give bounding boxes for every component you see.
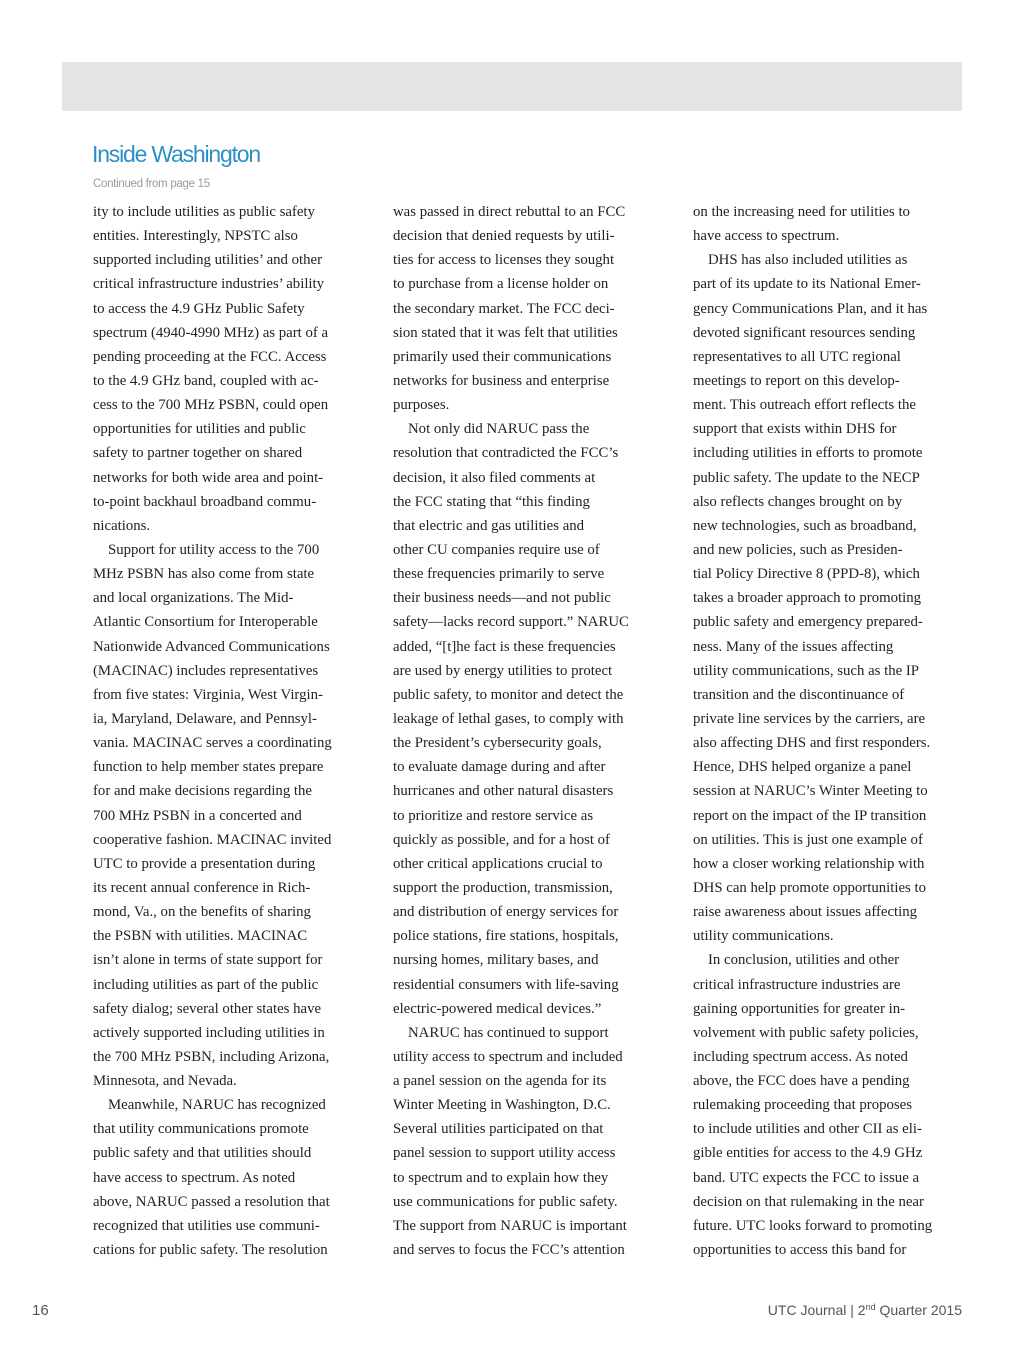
text-line: meetings to report on this develop- bbox=[693, 372, 900, 389]
text-line: also affecting DHS and first responders. bbox=[693, 735, 931, 752]
text-line: ties for access to licenses they sought bbox=[393, 252, 615, 269]
text-line: pending proceeding at the FCC. Access bbox=[93, 348, 327, 365]
page-number: 16 bbox=[32, 1302, 49, 1319]
text-line: to spectrum and to explain how they bbox=[393, 1169, 609, 1186]
text-line: supported including utilities’ and other bbox=[93, 252, 323, 269]
text-line: 700 MHz PSBN in a concerted and bbox=[93, 807, 302, 824]
text-line: ness. Many of the issues affecting bbox=[693, 638, 894, 655]
text-line: that utility communications promote bbox=[93, 1121, 309, 1138]
text-line: also reflects changes brought on by bbox=[693, 493, 903, 510]
text-line: leakage of lethal gases, to comply with bbox=[393, 710, 624, 727]
text-line: to evaluate damage during and after bbox=[393, 759, 606, 776]
text-line: decision that denied requests by utili- bbox=[393, 228, 615, 245]
text-line: opportunities to access this band for bbox=[693, 1242, 907, 1259]
text-line: In conclusion, utilities and other bbox=[708, 952, 900, 969]
text-line: on the increasing need for utilities to bbox=[693, 204, 910, 220]
text-line: Hence, DHS helped organize a panel bbox=[693, 759, 912, 776]
text-line: report on the impact of the IP transition bbox=[693, 807, 927, 824]
text-line: utility access to spectrum and included bbox=[393, 1048, 623, 1065]
text-line: police stations, fire stations, hospitals, bbox=[393, 928, 619, 945]
text-line: for and make decisions regarding the bbox=[93, 783, 312, 800]
text-line: the PSBN with utilities. MACINAC bbox=[93, 928, 308, 945]
article-column-2 bbox=[393, 200, 665, 1262]
text-line: from five states: Virginia, West Virgin- bbox=[93, 686, 323, 703]
text-line: gency Communications Plan, and it has bbox=[693, 300, 928, 317]
text-line: takes a broader approach to promoting bbox=[693, 590, 922, 607]
quarter-number: 2 bbox=[857, 1302, 866, 1318]
text-line: primarily used their communications bbox=[393, 348, 612, 365]
text-line: ment. This outreach effort reflects the bbox=[693, 397, 916, 414]
text-line: cations for public safety. The resolution bbox=[93, 1242, 328, 1259]
journal-name: UTC Journal bbox=[767, 1302, 847, 1318]
text-line: support the production, transmission, bbox=[393, 879, 613, 896]
text-line: function to help member states prepare bbox=[93, 759, 324, 776]
text-line: sion stated that it was felt that utilities bbox=[393, 324, 618, 341]
text-line: recognized that utilities use communi- bbox=[93, 1217, 320, 1234]
text-line: mond, Va., on the benefits of sharing bbox=[93, 904, 311, 921]
text-line: tial Policy Directive 8 (PPD-8), which bbox=[693, 566, 920, 583]
text-line: including spectrum access. As noted bbox=[693, 1048, 908, 1065]
text-line: nications. bbox=[93, 517, 151, 534]
section-title: Inside Washington bbox=[92, 141, 260, 167]
text-line: critical infrastructure industries’ ability bbox=[93, 276, 325, 293]
text-line: purposes. bbox=[393, 397, 450, 414]
text-line: Meanwhile, NARUC has recognized bbox=[108, 1097, 326, 1114]
text-line: nursing homes, military bases, and bbox=[393, 952, 599, 969]
journal-issue bbox=[768, 1302, 962, 1318]
text-line: decision, it also filed comments at bbox=[393, 469, 596, 486]
text-line: entities. Interestingly, NPSTC also bbox=[93, 228, 298, 245]
text-line: the FCC stating that “this finding bbox=[393, 493, 590, 510]
text-line: public safety and that utilities should bbox=[93, 1145, 312, 1162]
text-line: and distribution of energy services for bbox=[393, 904, 619, 921]
text-line: critical infrastructure industries are bbox=[693, 976, 901, 993]
text-line: have access to spectrum. bbox=[693, 228, 840, 245]
text-line: networks for business and enterprise bbox=[393, 372, 610, 389]
text-line: and new policies, such as Presiden- bbox=[693, 541, 903, 558]
text-line: hurricanes and other natural disasters bbox=[393, 783, 614, 800]
text-line: band. UTC expects the FCC to issue a bbox=[693, 1169, 920, 1186]
text-line: ia, Maryland, Delaware, and Pennsyl- bbox=[93, 710, 317, 727]
continued-note: Continued from page 15 bbox=[93, 178, 210, 190]
text-line: to-point backhaul broadband commu- bbox=[93, 493, 317, 510]
text-line: safety—lacks record support.” NARUC bbox=[393, 614, 629, 631]
text-line: including utilities as part of the public bbox=[93, 976, 319, 993]
text-line: residential consumers with life-saving bbox=[393, 976, 619, 993]
text-line: The support from NARUC is important bbox=[393, 1217, 627, 1234]
text-line: transition and the discontinuance of bbox=[693, 686, 905, 703]
text-line: other CU companies require use of bbox=[393, 541, 600, 558]
text-line: safety dialog; several other states have bbox=[93, 1000, 322, 1017]
text-line: decision on that rulemaking in the near bbox=[693, 1193, 924, 1210]
quarter-suffix: nd bbox=[865, 1302, 876, 1312]
text-line: the President’s cybersecurity goals, bbox=[393, 735, 602, 752]
text-line: vania. MACINAC serves a coordinating bbox=[93, 735, 332, 752]
text-line: rulemaking proceeding that proposes bbox=[693, 1097, 913, 1114]
text-line: Winter Meeting in Washington, D.C. bbox=[393, 1097, 611, 1114]
text-line: above, the FCC does have a pending bbox=[693, 1073, 910, 1090]
text-line: isn’t alone in terms of state support for bbox=[93, 952, 323, 969]
text-line: private line services by the carriers, are bbox=[693, 710, 926, 727]
text-line: and local organizations. The Mid- bbox=[93, 590, 294, 607]
text-line: utility communications, such as the IP bbox=[693, 662, 920, 679]
text-line: volvement with public safety policies, bbox=[693, 1024, 919, 1041]
text-line: resolution that contradicted the FCC’s bbox=[393, 445, 619, 462]
page-footer bbox=[0, 1302, 1024, 1326]
text-line: are used by energy utilities to protect bbox=[393, 662, 613, 679]
text-line: including utilities in efforts to promote bbox=[693, 445, 923, 462]
text-line: public safety and emergency prepared- bbox=[693, 614, 923, 631]
text-line: session at NARUC’s Winter Meeting to bbox=[693, 783, 928, 800]
article-column-1 bbox=[93, 200, 365, 1262]
text-line: on utilities. This is just one example of bbox=[693, 831, 923, 848]
text-line: raise awareness about issues affecting bbox=[693, 904, 918, 921]
text-line: UTC to provide a presentation during bbox=[93, 855, 316, 872]
text-line: use communications for public safety. bbox=[393, 1193, 618, 1210]
text-line: DHS can help promote opportunities to bbox=[693, 879, 927, 896]
text-line: (MACINAC) includes representatives bbox=[93, 662, 319, 679]
text-line: new technologies, such as broadband, bbox=[693, 517, 917, 534]
footer-separator: | bbox=[850, 1302, 854, 1318]
text-line: the secondary market. The FCC deci- bbox=[393, 300, 615, 317]
text-line: gaining opportunities for greater in- bbox=[693, 1000, 906, 1017]
text-line: and serves to focus the FCC’s attention bbox=[393, 1242, 625, 1259]
text-line: a panel session on the agenda for its bbox=[393, 1073, 607, 1090]
text-line: future. UTC looks forward to promoting bbox=[693, 1217, 933, 1234]
text-line: gible entities for access to the 4.9 GHz bbox=[693, 1145, 923, 1162]
text-line: Support for utility access to the 700 bbox=[108, 541, 320, 558]
text-line: public safety, to monitor and detect the bbox=[393, 686, 624, 703]
text-line: their business needs—and not public bbox=[393, 590, 611, 607]
text-line: electric-powered medical devices.” bbox=[393, 1000, 602, 1017]
text-line: MHz PSBN has also come from state bbox=[93, 566, 315, 583]
text-line: networks for both wide area and point- bbox=[93, 469, 324, 486]
text-line: to purchase from a license holder on bbox=[393, 276, 609, 293]
text-line: NARUC has continued to support bbox=[408, 1024, 609, 1041]
text-line: safety to partner together on shared bbox=[93, 445, 303, 462]
text-line: public safety. The update to the NECP bbox=[693, 469, 920, 486]
text-line: that electric and gas utilities and bbox=[393, 517, 585, 534]
text-line: Atlantic Consortium for Interoperable bbox=[93, 614, 318, 631]
text-line: these frequencies primarily to serve bbox=[393, 566, 605, 583]
text-line: the 700 MHz PSBN, including Arizona, bbox=[93, 1048, 330, 1065]
text-line: support that exists within DHS for bbox=[693, 421, 897, 438]
text-line: devoted significant resources sending bbox=[693, 324, 916, 341]
text-line: spectrum (4940-4990 MHz) as part of a bbox=[93, 324, 329, 341]
text-line: have access to spectrum. As noted bbox=[93, 1169, 296, 1186]
text-line: added, “[t]he fact is these frequencies bbox=[393, 638, 616, 655]
text-line: to prioritize and restore service as bbox=[393, 807, 594, 824]
text-line: its recent annual conference in Rich- bbox=[93, 879, 311, 896]
text-line: cess to the 700 MHz PSBN, could open bbox=[93, 397, 329, 414]
text-line: quickly as possible, and for a host of bbox=[393, 831, 610, 848]
text-line: above, NARUC passed a resolution that bbox=[93, 1193, 330, 1210]
text-line: part of its update to its National Emer- bbox=[693, 276, 921, 293]
text-line: to access the 4.9 GHz Public Safety bbox=[93, 300, 305, 317]
text-line: actively supported including utilities in bbox=[93, 1024, 325, 1041]
article-column-3 bbox=[693, 200, 965, 1262]
text-line: representatives to all UTC regional bbox=[693, 348, 901, 365]
text-line: cooperative fashion. MACINAC invited bbox=[93, 831, 332, 848]
text-line: other critical applications crucial to bbox=[393, 855, 603, 872]
text-line: opportunities for utilities and public bbox=[93, 421, 306, 438]
text-line: Nationwide Advanced Communications bbox=[93, 638, 330, 655]
text-line: how a closer working relationship with bbox=[693, 855, 925, 872]
text-line: Not only did NARUC pass the bbox=[408, 421, 590, 438]
text-line: was passed in direct rebuttal to an FCC bbox=[393, 204, 626, 220]
header-band bbox=[62, 62, 962, 111]
text-line: Several utilities participated on that bbox=[393, 1121, 604, 1138]
text-line: utility communications. bbox=[693, 928, 834, 945]
text-line: to include utilities and other CII as eli- bbox=[693, 1121, 922, 1138]
text-line: panel session to support utility access bbox=[393, 1145, 616, 1162]
quarter-label: Quarter 2015 bbox=[879, 1302, 962, 1318]
text-line: DHS has also included utilities as bbox=[708, 252, 908, 269]
text-line: Minnesota, and Nevada. bbox=[93, 1073, 237, 1090]
text-line: to the 4.9 GHz band, coupled with ac- bbox=[93, 372, 319, 389]
text-line: ity to include utilities as public safety bbox=[93, 204, 315, 220]
